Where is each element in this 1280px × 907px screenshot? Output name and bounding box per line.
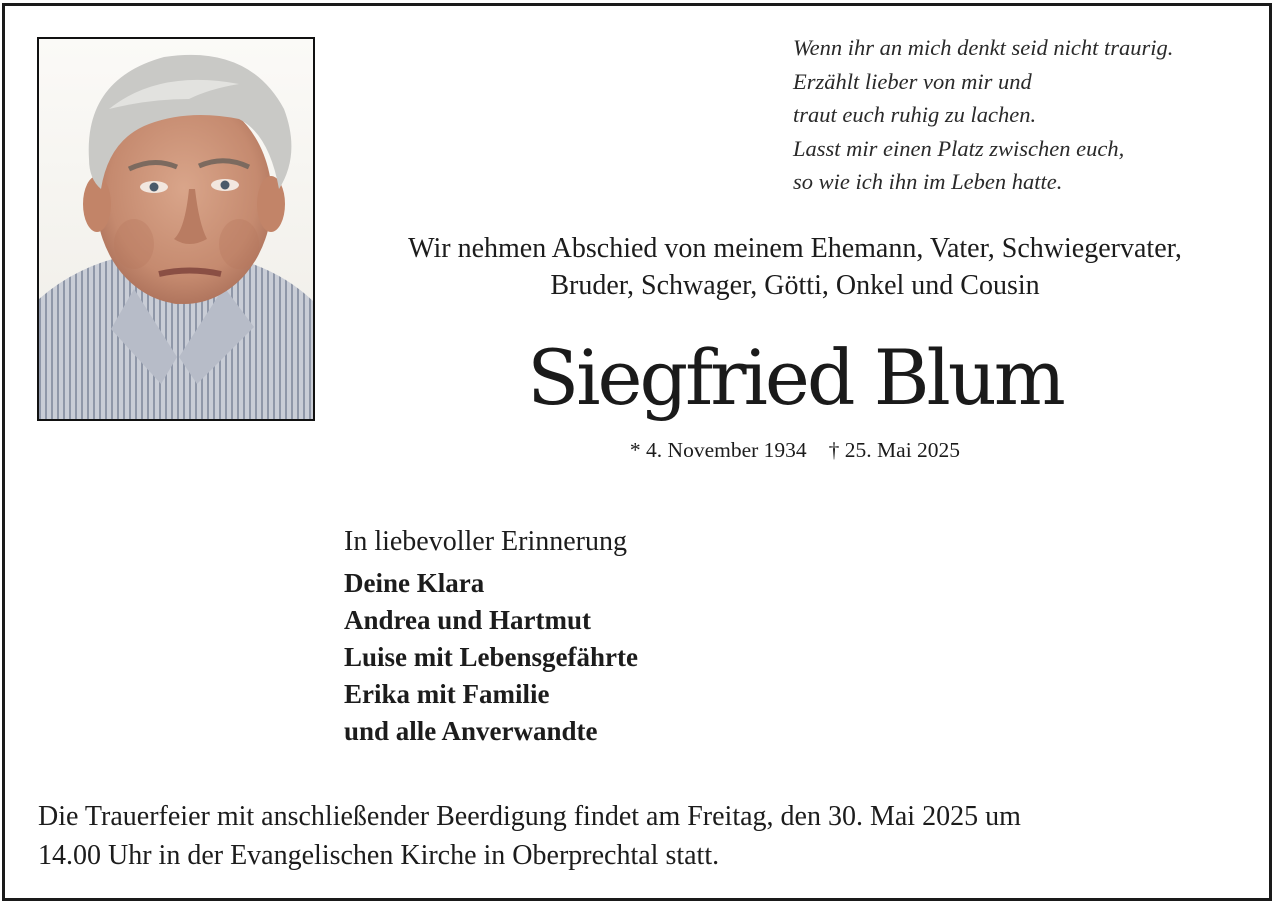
poem-line: traut euch ruhig zu lachen. bbox=[793, 102, 1037, 127]
farewell-line: Bruder, Schwager, Götti, Onkel und Cousin bbox=[550, 270, 1040, 301]
farewell-statement bbox=[330, 230, 1260, 304]
funeral-notice bbox=[38, 797, 1258, 875]
poem-line: Wenn ihr an mich denkt seid nicht traurig. bbox=[793, 35, 1174, 60]
funeral-line: Die Trauerfeier mit anschließender Beerdigung findet am Freitag, den 30. Mai 2025 um bbox=[38, 801, 1021, 832]
mourner: Deine Klara bbox=[344, 568, 485, 598]
mourner: Erika mit Familie bbox=[344, 679, 550, 709]
life-dates bbox=[330, 435, 1260, 465]
poem-line: Lasst mir einen Platz zwischen euch, bbox=[793, 135, 1125, 161]
remembrance-title: In liebevoller Erinnerung bbox=[344, 526, 628, 557]
mourner: Andrea und Hartmut bbox=[344, 605, 592, 635]
deceased-name: Siegfried Blum bbox=[527, 333, 1063, 422]
poem bbox=[793, 31, 1263, 199]
birth-date: * 4. November 1934 bbox=[629, 438, 807, 462]
portrait-photo bbox=[37, 37, 315, 421]
poem-line: so wie ich ihn im Leben hatte. bbox=[793, 169, 1063, 194]
mourner: und alle Anverwandte bbox=[344, 716, 598, 746]
mourner: Luise mit Lebensgefährte bbox=[344, 642, 638, 672]
mourners-list bbox=[344, 565, 638, 750]
funeral-line: 14.00 Uhr in der Evangelischen Kirche in Oberprechtal statt. bbox=[38, 840, 720, 871]
poem-line: Erzählt lieber von mir und bbox=[793, 68, 1032, 94]
farewell-line: Wir nehmen Abschied von meinem Ehemann, Vater, Schwiegervater, bbox=[408, 233, 1182, 264]
death-date: † 25. Mai 2025 bbox=[828, 438, 961, 462]
portrait-icon bbox=[39, 39, 313, 419]
